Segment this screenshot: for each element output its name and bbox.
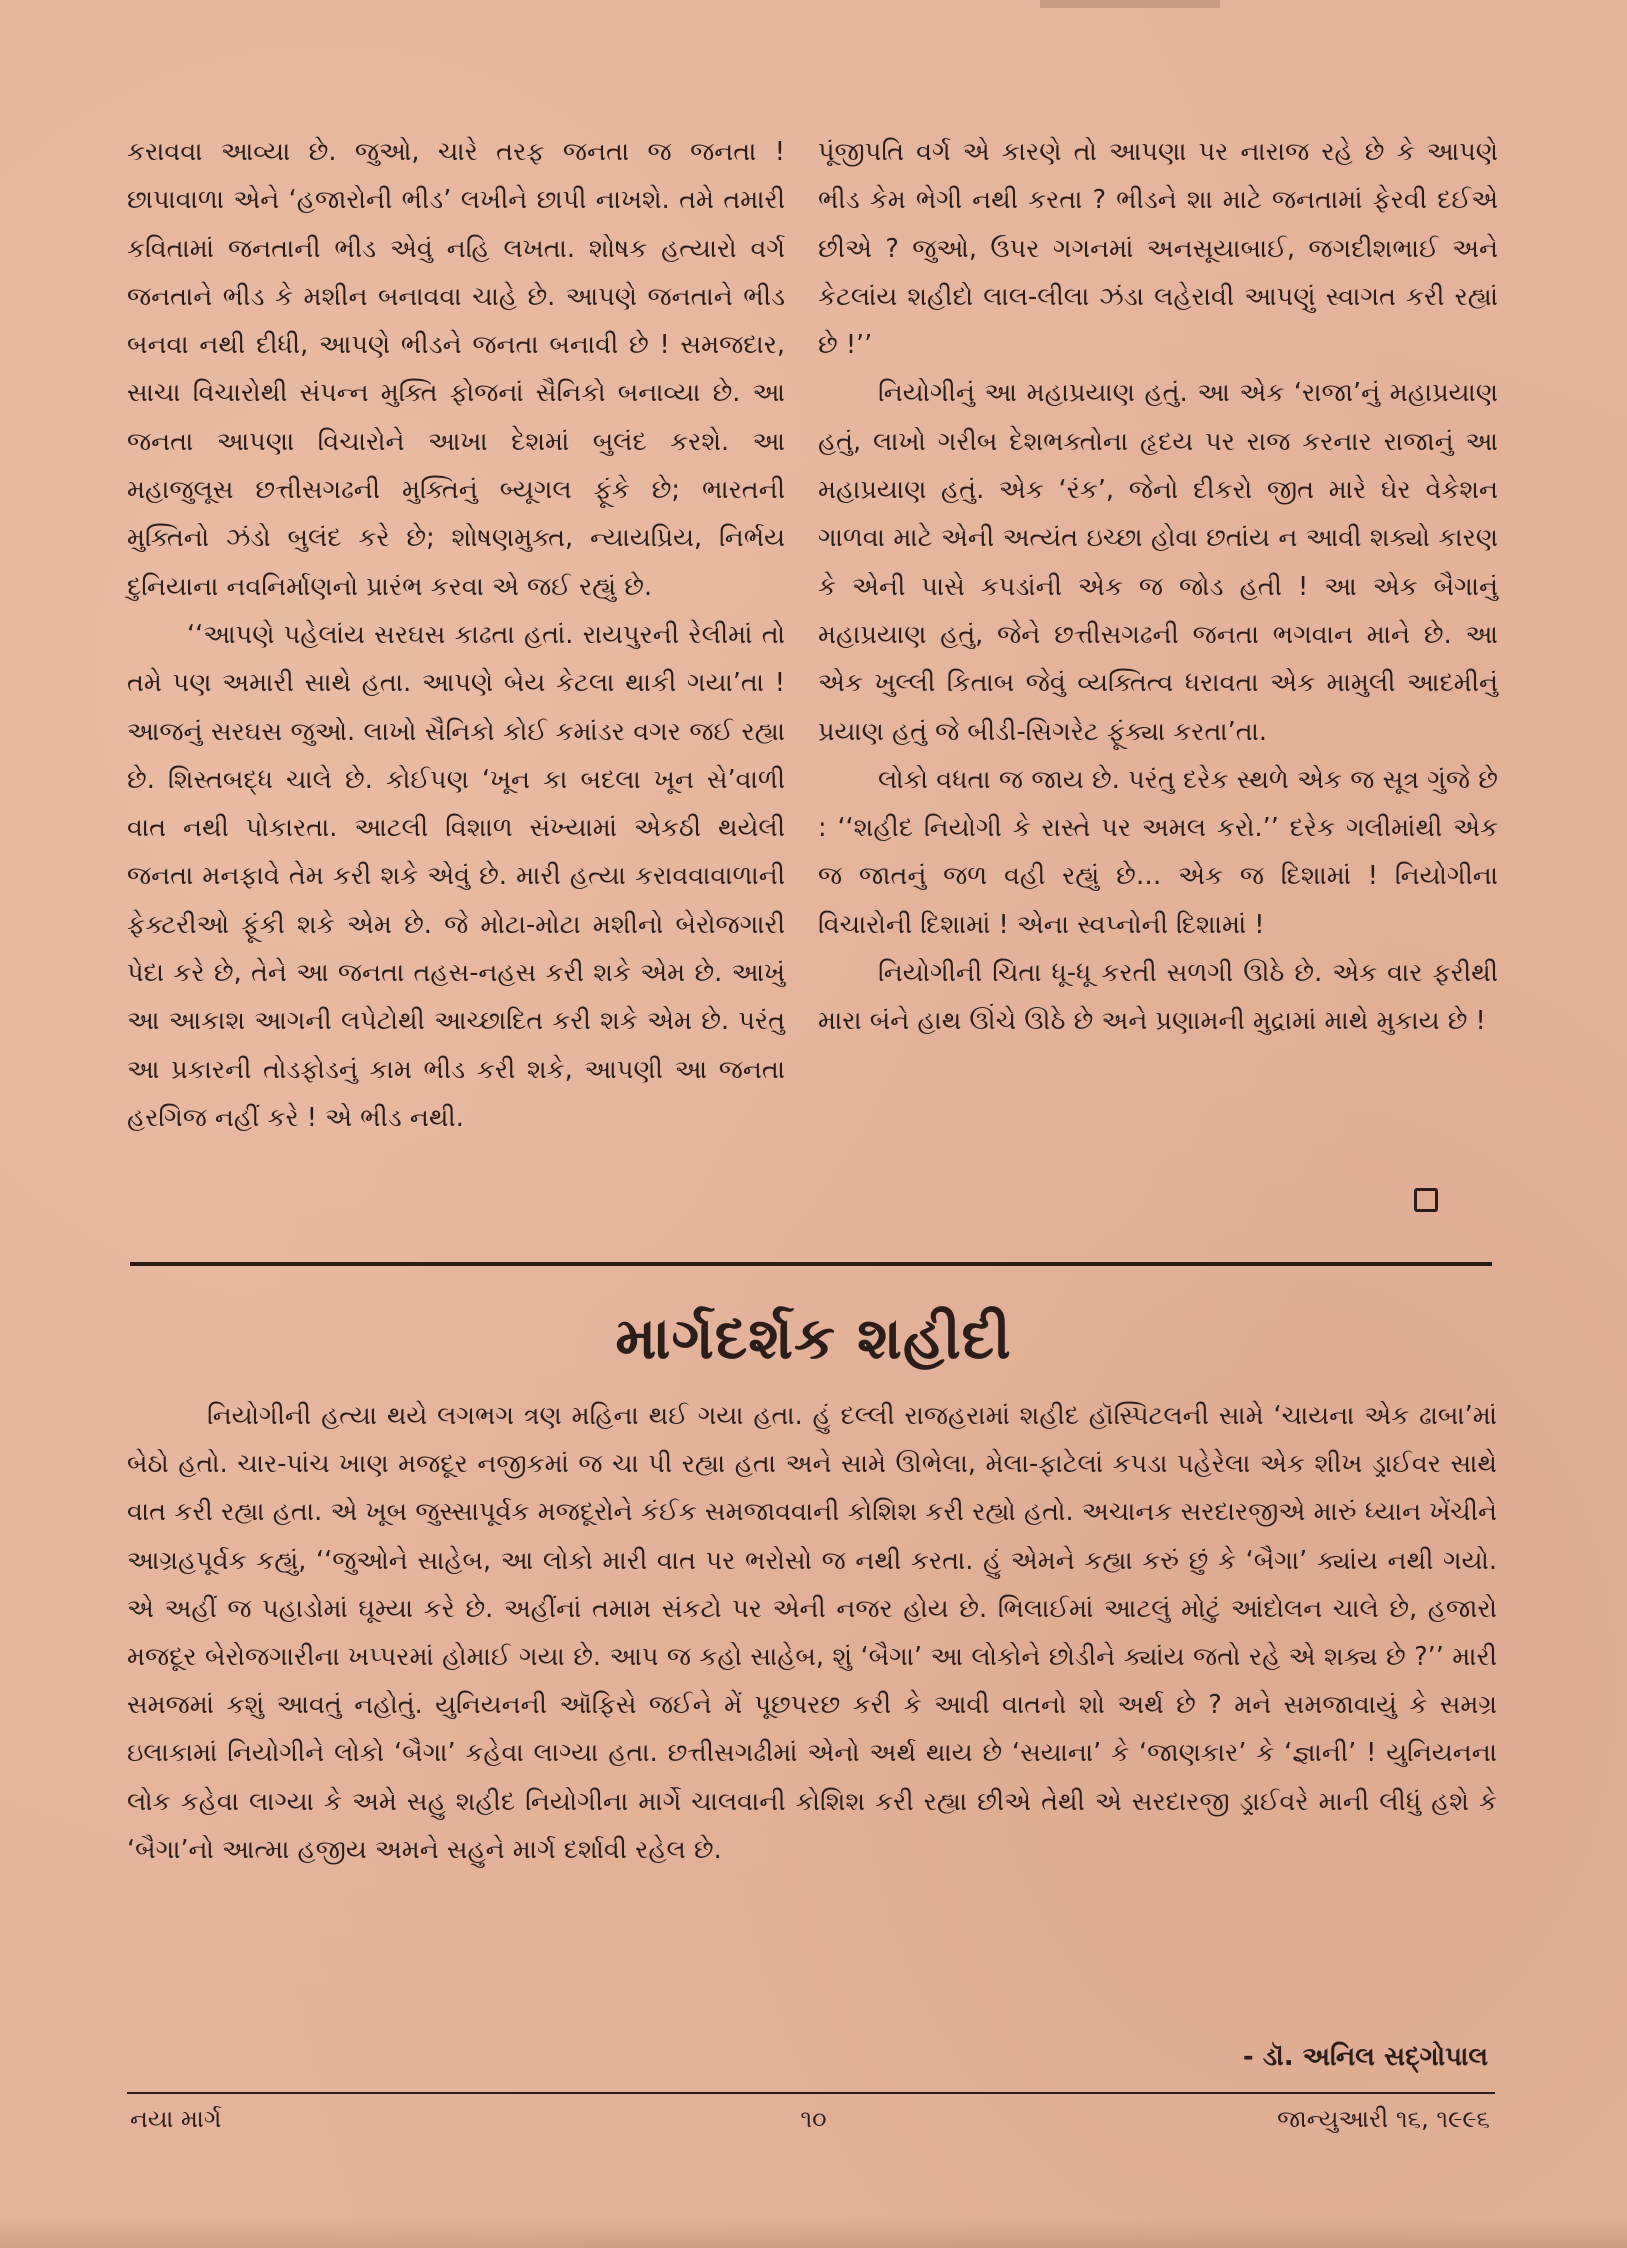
section-body: નિયોગીની હત્યા થયે લગભગ ત્રણ મહિના થઈ ગયા હતા. હું દલ્લી રાજહરામાં શહીદ હૉસ્પિટલની સામે ‘ચાયના એક ઢાબા’માં બેઠો હતો. ચાર-પાંચ ખાણ મજદૂર નજીકમાં જ ચા પી રહ્યા હતા અને સામે ઊભેલા, મેલા-ફાટેલાં કપડા પહેરેલા એક શીખ ડ્રાઈવર સાથે વાત કરી રહ્યા હતા. એ ખૂબ જુસ્સાપૂર્વક મજદૂરોને કંઈક સમજાવવાની કોશિશ કરી રહ્યો હતો. અચાનક સરદારજીએ મારું ધ્યાન ખેંચીને આગ્રહપૂર્વક કહ્યું, ‘‘જુઓને સાહેબ, આ લોકો મારી વાત પર ભરોસો જ નથી કરતા. હું એમને કહ્યા કરું છું કે ‘બૈગા’ ક્યાંય નથી ગયો. એ અહીં જ પહાડોમાં ઘૂમ્યા કરે છે. અહીંનાં તમામ સંકટો પર એની નજર હોય છે. ભિલાઈમાં આટલું મોટું આંદોલન ચાલે છે, હજારો મજદૂર બેરોજગારીના ખપ્પરમાં હોમાઈ ગયા છે. આપ જ કહો સાહેબ, શું ‘બૈગા’ આ લોકોને છોડીને ક્યાંય જતો રહે એ શક્ય છે ?’’ મારી સમજમાં કશું આવતું નહોતું. યુનિયનની ઑફિસે જઈને મેં પૂછપરછ કરી કે આવી વાતનો શો અર્થ છે ? મને સમજાવાયું કે સમગ્ર ઇલાકામાં નિયોગીને લોકો ‘બૈગા’ કહેવા લાગ્યા હતા. છત્તીસગઢીમાં એનો અર્થ થાય છે ‘સયાના’ કે ‘જાણકાર’ કે ‘જ્ઞાની’ ! યુનિયનના લોક કહેવા લાગ્યા કે અમે સહુ શહીદ નિયોગીના માર્ગે ચાલવાની કોશિશ કરી રહ્યા છીએ તેથી એ સરદારજી ડ્રાઈવરે માની લીધું હશે કે ‘બૈગા’નો આત્મા હજીય અમને સહુને માર્ગ દર્શાવી રહેલ છે. xyxy=(127,1401,1497,1865)
left-paragraph-1: કરાવવા આવ્યા છે. જુઓ, ચારે તરફ જનતા જ જનતા ! છાપાવાળા એને ‘હજારોની ભીડ’ લખીને છાપી નાખશે. તમે તમારી કવિતામાં જનતાની ભીડ એવું નહિ લખતા. શોષક હત્યારો વર્ગ જનતાને ભીડ કે મશીન બનાવવા ચાહે છે. આપણે જનતાને ભીડ બનવા નથી દીધી, આપણે ભીડને જનતા બનાવી છે ! સમજદાર, સાચા વિચારોથી સંપન્ન મુક્તિ ફોજનાં સૈનિકો બનાવ્યા છે. આ જનતા આપણા વિચારોને આખા દેશમાં બુલંદ કરશે. આ મહાજુલૂસ છત્તીસગઢની મુક્તિનું બ્યૂગલ ફૂંકે છે; ભારતની મુક્તિનો ઝંડો બુલંદ કરે છે; શોષણમુક્ત, ન્યાયપ્રિય, નિર્ભય દુનિયાના નવનિર્માણનો પ્રારંભ કરવા એ જઈ રહ્યું છે. xyxy=(127,137,785,602)
right-paragraph-1: પૂંજીપતિ વર્ગ એ કારણે તો આપણા પર નારાજ રહે છે કે આપણે ભીડ કેમ ભેગી નથી કરતા ? ભીડને શા માટે જનતામાં ફેરવી દઈએ છીએ ? જુઓ, ઉપર ગગનમાં અનસૂયાબાઈ, જગદીશભાઈ અને કેટલાંય શહીદો લાલ-લીલા ઝંડા લહેરાવી આપણું સ્વાગત કરી રહ્યાં છે !’’ xyxy=(818,137,1498,361)
paper-edge-mark xyxy=(1040,0,1220,8)
right-paragraph-4: નિયોગીની ચિતા ધૂ-ધૂ કરતી સળગી ઊઠે છે. એક વાર ફરીથી મારા બંને હાથ ઊંચે ઊઠે છે અને પ્રણામની મુદ્રામાં માથે મુકાય છે ! xyxy=(818,958,1498,1037)
footer-date: જાન્યુઆરી ૧૬, ૧૯૯૬ xyxy=(1277,2105,1490,2133)
right-paragraph-3: લોકો વધતા જ જાય છે. પરંતુ દરેક સ્થળે એક જ સૂત્ર ગુંજે છે : ‘‘શહીદ નિયોગી કે રાસ્તે પર અમલ કરો.’’ દરેક ગલીમાંથી એક જ જાતનું જળ વહી રહ્યું છે… એક જ દિશામાં ! નિયોગીના વિચારોની દિશામાં ! એના સ્વપ્નોની દિશામાં ! xyxy=(818,764,1498,940)
section-divider xyxy=(130,1262,1492,1266)
author-signature: - ડૉ. અનિલ સદ્‌ગોપાલ xyxy=(1242,2042,1488,2072)
footer-page-number: ૧૦ xyxy=(800,2105,827,2133)
page-edge-shadow xyxy=(0,2218,1627,2248)
left-paragraph-2: ‘‘આપણે પહેલાંય સરઘસ કાઢતા હતાં. રાયપુરની રેલીમાં તો તમે પણ અમારી સાથે હતા. આપણે બેય કેટલા થાકી ગયા’તા ! આજનું સરઘસ જુઓ. લાખો સૈનિકો કોઈ કમાંડર વગર જઈ રહ્યા છે. શિસ્તબદ્ધ ચાલે છે. કોઈપણ ‘ખૂન કા બદલા ખૂન સે’વાળી વાત નથી પોકારતા. આટલી વિશાળ સંખ્યામાં એકઠી થયેલી જનતા મનફાવે તેમ કરી શકે એવું છે. મારી હત્યા કરાવવાવાળાની ફેક્ટરીઓ ફૂંકી શકે એમ છે. જે મોટા-મોટા મશીનો બેરોજગારી પેદા કરે છે, તેને આ જનતા તહસ-નહસ કરી શકે એમ છે. આખું આ આકાશ આગની લપેટોથી આચ્છાદિત કરી શકે એમ છે. પરંતુ આ પ્રકારની તોડફોડનું કામ ભીડ કરી શકે, આપણી આ જનતા હરગિજ નહીં કરે ! એ ભીડ નથી. xyxy=(127,619,785,1133)
right-paragraph-2: નિયોગીનું આ મહાપ્રયાણ હતું. આ એક ‘રાજા’નું મહાપ્રયાણ હતું, લાખો ગરીબ દેશભક્તોના હૃદય પર રાજ કરનાર રાજાનું આ મહાપ્રયાણ હતું. એક ‘રંક’, જેનો દીકરો જીત મારે ઘેર વેકેશન ગાળવા માટે એની અત્યંત ઇચ્છા હોવા છતાંય ન આવી શક્યો કારણ કે એની પાસે કપડાંની એક જ જોડ હતી ! આ એક બૈગાનું મહાપ્રયાણ હતું, જેને છત્તીસગઢની જનતા ભગવાન માને છે. આ એક ખુલ્લી કિતાબ જેવું વ્યક્તિત્વ ધરાવતા એક મામુલી આદમીનું પ્રયાણ હતું જે બીડી-સિગરેટ ફૂંક્યા કરતા’તા. xyxy=(818,378,1498,747)
article-end-square-icon xyxy=(1414,1188,1438,1212)
footer-publication: નયા માર્ગ xyxy=(130,2105,222,2133)
right-column xyxy=(818,128,1498,1046)
footer-divider xyxy=(127,2092,1495,2094)
section-heading: માર્ગદર્શક શહીદી xyxy=(615,1304,1012,1372)
left-column xyxy=(127,128,785,1142)
